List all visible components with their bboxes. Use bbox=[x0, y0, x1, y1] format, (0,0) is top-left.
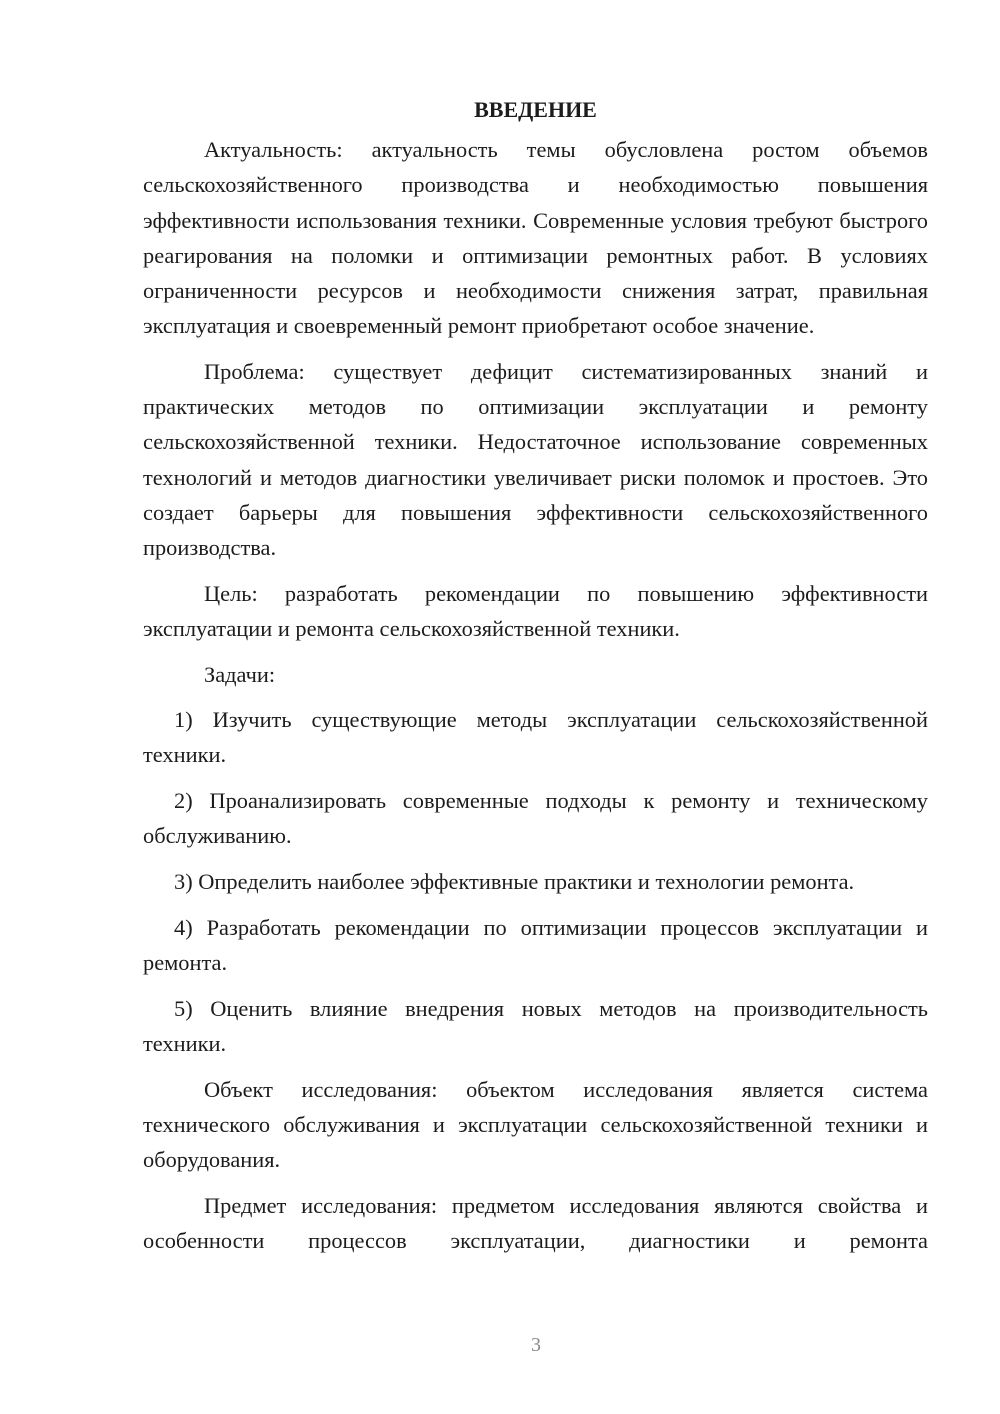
section-heading: ВВЕДЕНИЕ bbox=[474, 97, 597, 122]
subject-paragraph: Предмет исследования: предметом исследования являются свойства и особенности процессов эксплуатации, диагностики и ремонта bbox=[143, 1192, 928, 1253]
document-page bbox=[143, 92, 928, 1269]
tasks-label: Задачи: bbox=[204, 661, 276, 687]
page-number: 3 bbox=[531, 1334, 541, 1356]
relevance-paragraph: Актуальность: актуальность темы обусловлена ростом объемов сельскохозяйственного производства и необходимостью повышения эффективности использования техники. Современные условия требуют быстрого реагирования на поломки и оптимизации ремонтных работ. В условиях ограниченности ресурсов и необходимости снижения затрат, правильная эксплуатация и своевременный ремонт приобретают особое значение. bbox=[143, 137, 928, 339]
task-item-4: 4) Разработать рекомендации по оптимизации процессов эксплуатации и ремонта. bbox=[143, 914, 928, 975]
goal-paragraph: Цель: разработать рекомендации по повышению эффективности эксплуатации и ремонта сельскохозяйственной техники. bbox=[143, 580, 928, 641]
object-paragraph: Объект исследования: объектом исследования является система технического обслуживания и эксплуатации сельскохозяйственной техники и оборудования. bbox=[143, 1076, 928, 1172]
problem-paragraph: Проблема: существует дефицит систематизированных знаний и практических методов по оптимизации эксплуатации и ремонту сельскохозяйственной техники. Недостаточное использование современных технологий и методов диагностики увеличивает риски поломок и простоев. Это создает барьеры для повышения эффективности сельскохозяйственного производства. bbox=[143, 358, 928, 560]
task-item-5: 5) Оценить влияние внедрения новых методов на производительность техники. bbox=[143, 995, 928, 1056]
task-item-3: 3) Определить наиболее эффективные практики и технологии ремонта. bbox=[174, 869, 855, 895]
task-item-2: 2) Проанализировать современные подходы к ремонту и техническому обслуживанию. bbox=[143, 788, 928, 849]
task-item-1: 1) Изучить существующие методы эксплуатации сельскохозяйственной техники. bbox=[143, 707, 928, 768]
